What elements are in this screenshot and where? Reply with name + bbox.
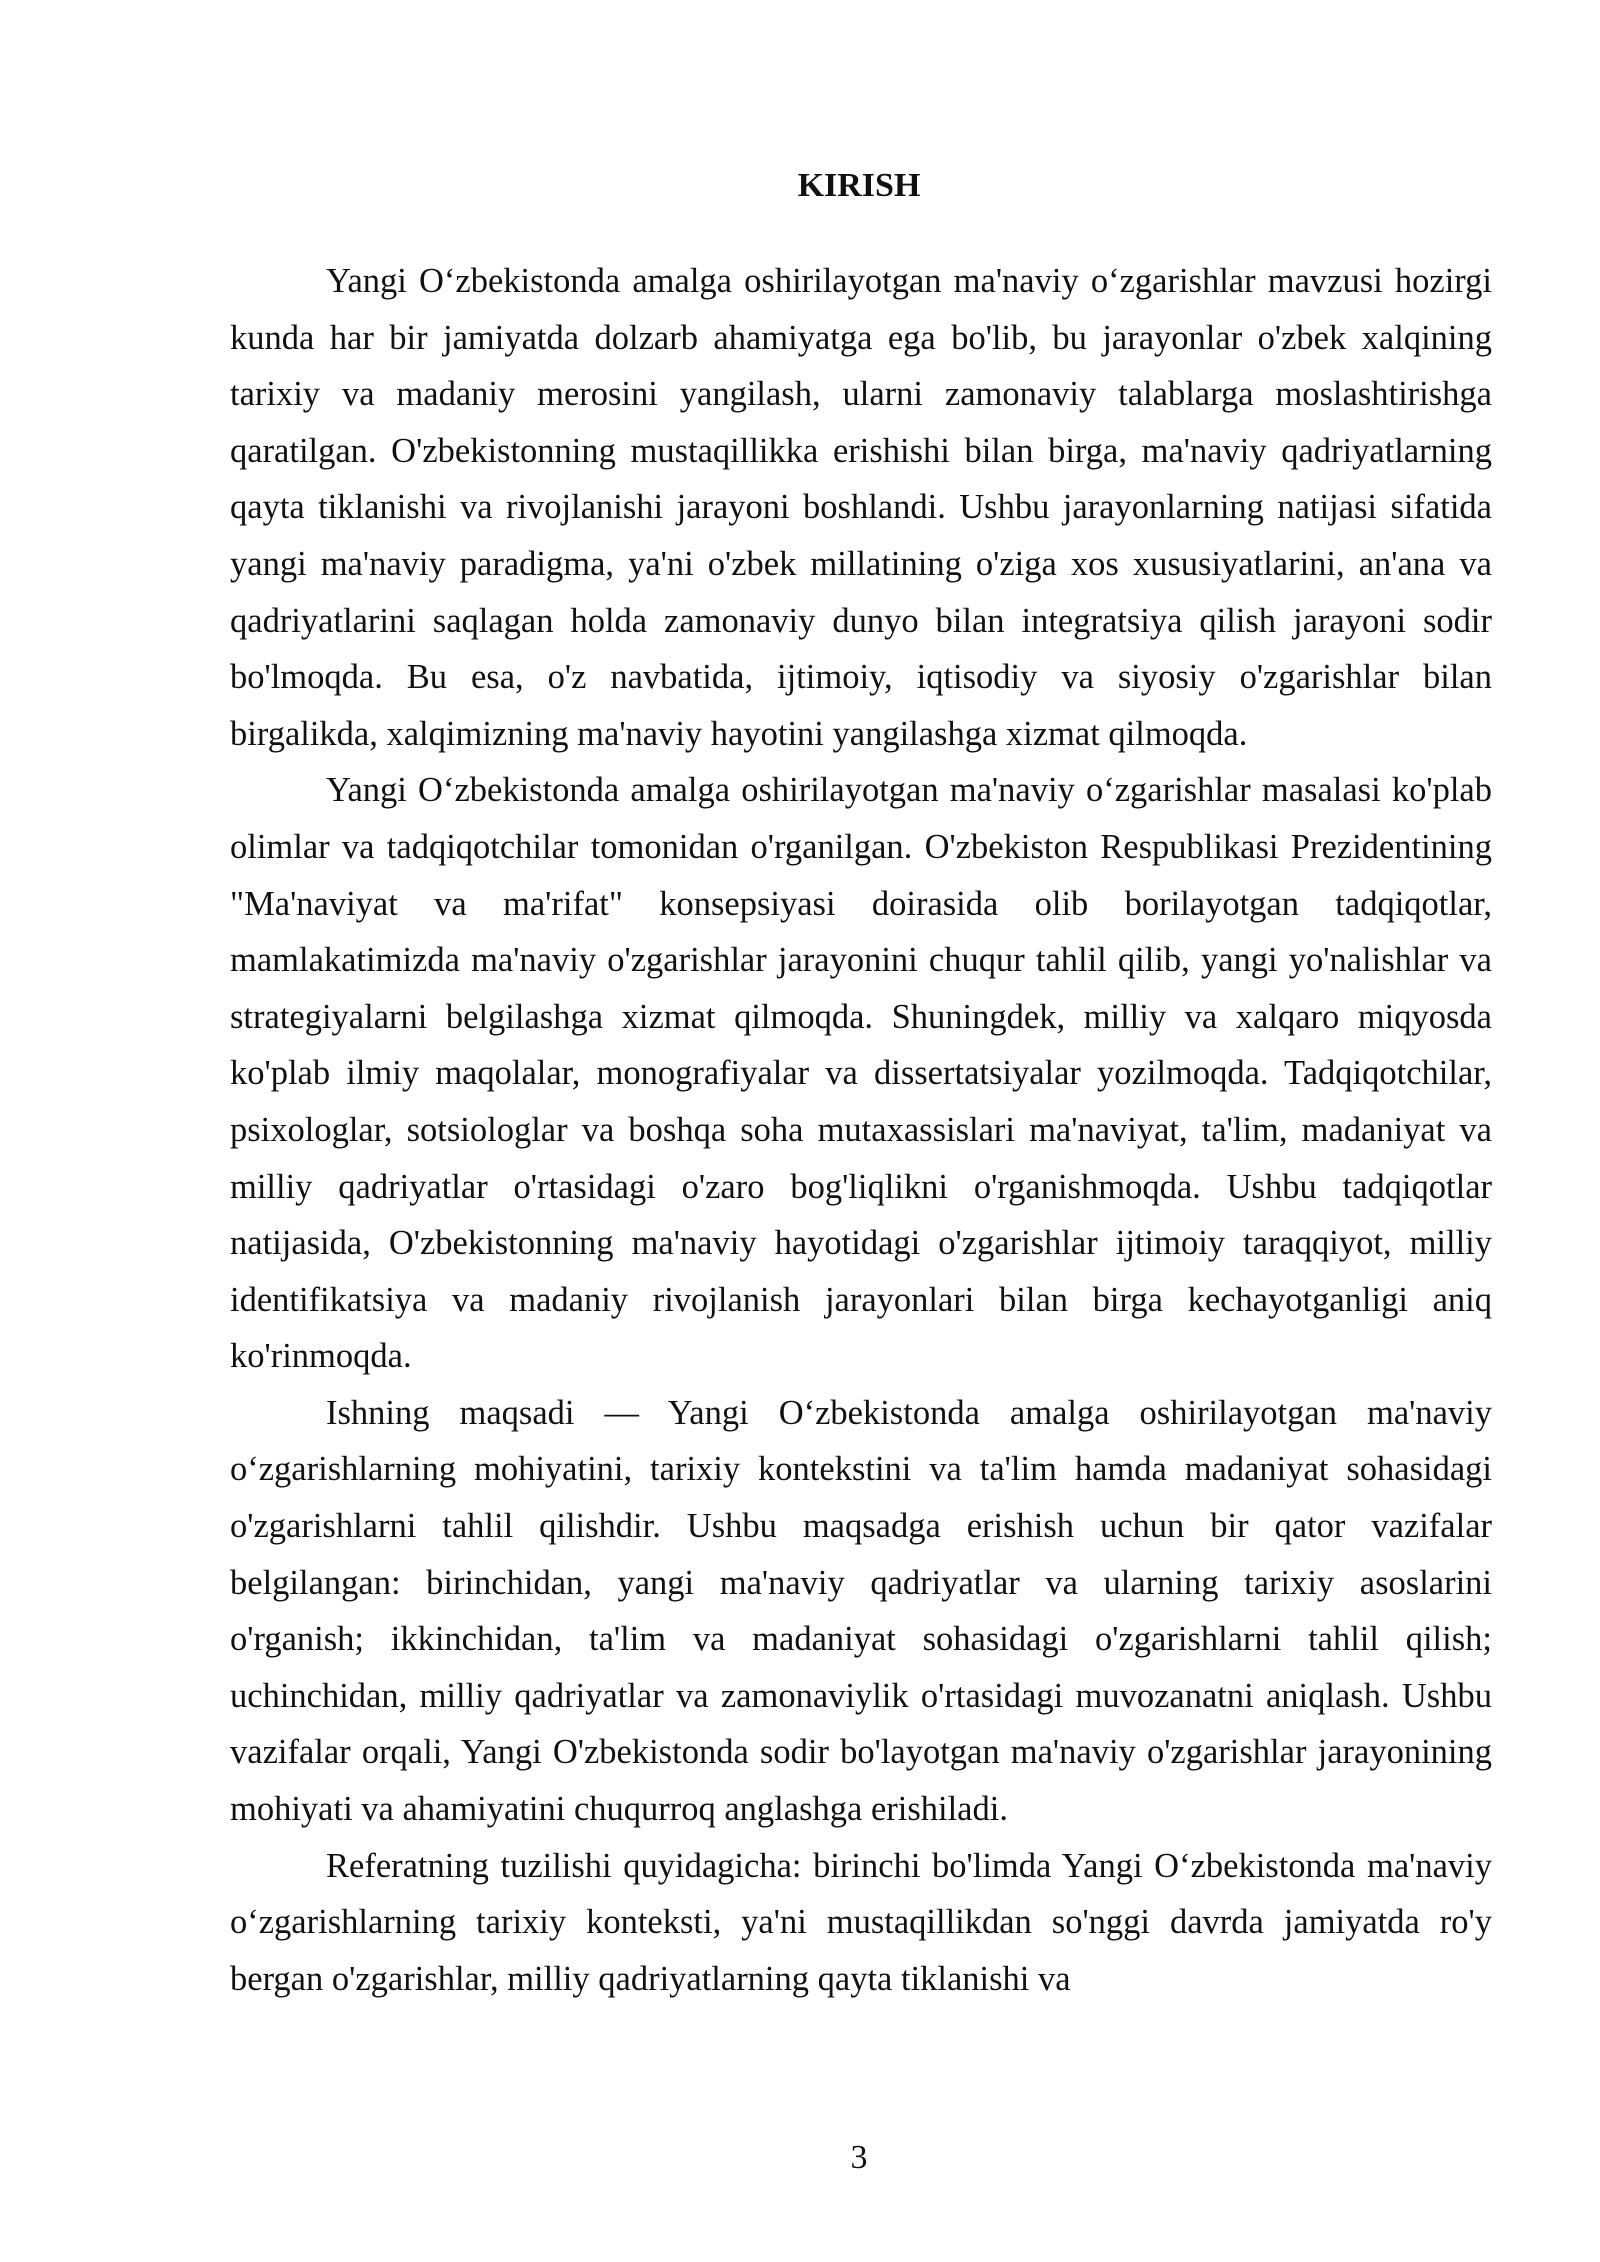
page-number: 3 [850,2139,868,2176]
body-text [230,253,1492,2007]
paragraph-research-review: Yangi O‘zbekistonda amalga oshirilayotgan ma'naviy o‘zgarishlar masalasi ko'plab olimlar va tadqiqotchilar tomonidan o'rganilgan. O'zbekiston Respublikasi Prezidentining "Ma'naviyat va ma'rifat" konsepsiyasi doirasida olib borilayotgan tadqiqotlar, mamlakatimizda ma'naviy o'zgarishlar jarayonini chuqur tahlil qilib, yangi yo'nalishlar va strategiyalarni belgilashga xizmat qilmoqda. Shuningdek, milliy va xalqaro miqyosda ko'plab ilmiy maqolalar, monografiyalar va dissertatsiyalar yozilmoqda. Tadqiqotchilar, psixologlar, sotsiologlar va boshqa soha mutaxassislari ma'naviyat, ta'lim, madaniyat va milliy qadriyatlar o'rtasidagi o'zaro bog'liqlikni o'rganishmoqda. Ushbu tadqiqotlar natijasida, O'zbekistonning ma'naviy hayotidagi o'zgarishlar ijtimoiy taraqqiyot, milliy identifikatsiya va madaniy rivojlanish jarayonlari bilan birga kechayotganligi aniq ko'rinmoqda. [230,771,1492,1376]
paragraph-structure: Referatning tuzilishi quyidagicha: birinchi bo'limda Yangi O‘zbekistonda ma'naviy o‘zgarishlarning tarixiy konteksti, ya'ni mustaqillikdan so'nggi davrda jamiyatda ro'y bergan o'zgarishlar, milliy qadriyatlarning qayta tiklanishi va [230,1846,1492,1998]
paragraph-goal: Ishning maqsadi — Yangi O‘zbekistonda amalga oshirilayotgan ma'naviy o‘zgarishlarning mohiyatini, tarixiy kontekstini va ta'lim hamda madaniyat sohasidagi o'zgarishlarni tahlil qilishdir. Ushbu maqsadga erishish uchun bir qator vazifalar belgilangan: birinchidan, yangi ma'naviy qadriyatlar va ularning tarixiy asoslarini o'rganish; ikkinchidan, ta'lim va madaniyat sohasidagi o'zgarishlarni tahlil qilish; uchinchidan, milliy qadriyatlar va zamonaviylik o'rtasidagi muvozanatni aniqlash. Ushbu vazifalar orqali, Yangi O'zbekistonda sodir bo'layotgan ma'naviy o'zgarishlar jarayonining mohiyati va ahamiyatini chuqurroq anglashga erishiladi. [230,1393,1492,1829]
paragraph-intro: Yangi O‘zbekistonda amalga oshirilayotgan ma'naviy o‘zgarishlar mavzusi hozirgi kunda har bir jamiyatda dolzarb ahamiyatga ega bo'lib, bu jarayonlar o'zbek xalqining tarixiy va madaniy merosini yangilash, ularni zamonaviy talablarga moslashtirishga qaratilgan. O'zbekistonning mustaqillikka erishishi bilan birga, ma'naviy qadriyatlarning qayta tiklanishi va rivojlanishi jarayoni boshlandi. Ushbu jarayonlarning natijasi sifatida yangi ma'naviy paradigma, ya'ni o'zbek millatining o'ziga xos xususiyatlarini, an'ana va qadriyatlarini saqlagan holda zamonaviy dunyo bilan integratsiya qilish jarayoni sodir bo'lmoqda. Bu esa, o'z navbatida, ijtimoiy, iqtisodiy va siyosiy o'zgarishlar bilan birgalikda, xalqimizning ma'naviy hayotini yangilashga xizmat qilmoqda. [230,262,1492,753]
page-title: KIRISH [797,167,921,204]
